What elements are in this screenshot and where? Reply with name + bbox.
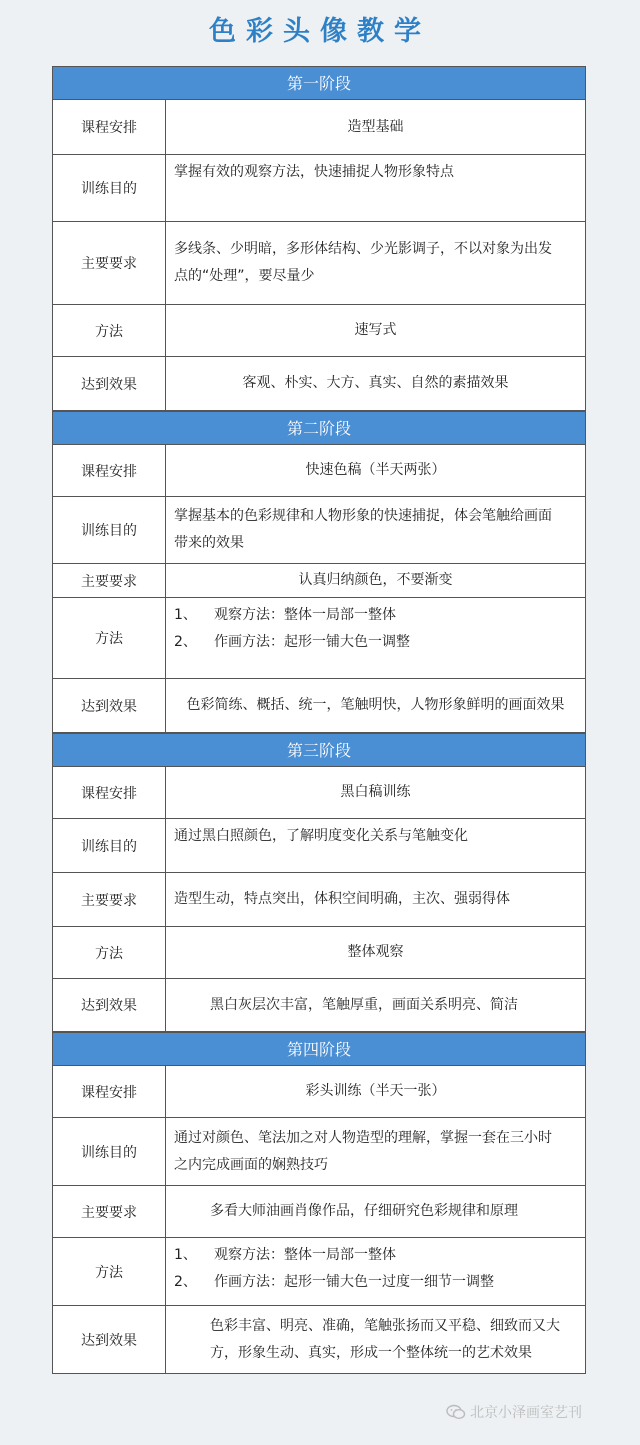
stage-1-method: 速写式 bbox=[354, 322, 397, 338]
row-label: 课程安排 bbox=[53, 1066, 166, 1117]
method-item bbox=[174, 1269, 577, 1296]
method-item bbox=[174, 1242, 577, 1269]
stage-1-goal-text: 掌握有效的观察方法，快速捕捉人物形象特点 bbox=[174, 164, 454, 180]
stage-3-require-row bbox=[53, 873, 585, 927]
stage-4-effect-line-1: 色彩丰富、明亮、准确，笔触张扬而又平稳、细致而又大 bbox=[210, 1317, 560, 1334]
stage-2-require-row bbox=[53, 564, 585, 598]
stage-2-course: 快速色稿（半天两张） bbox=[305, 462, 446, 478]
stage-3-method: 整体观察 bbox=[347, 944, 404, 960]
stage-4-require-row bbox=[53, 1186, 585, 1238]
row-label: 训练目的 bbox=[53, 1118, 166, 1185]
stage-3-course: 黑白稿训练 bbox=[340, 784, 411, 800]
stage-1-goal-row bbox=[53, 155, 585, 222]
row-label: 方法 bbox=[53, 927, 166, 978]
stage-4-effect-line-2: 方，形象生动、真实，形成一个整体统一的艺术效果 bbox=[210, 1344, 532, 1361]
stage-3-course-row bbox=[53, 767, 585, 819]
wechat-icon bbox=[446, 1404, 466, 1420]
row-label: 方法 bbox=[53, 1238, 166, 1305]
stage-3-goal-row bbox=[53, 819, 585, 873]
stage-1-course-row bbox=[53, 100, 585, 155]
row-label: 达到效果 bbox=[53, 357, 166, 410]
row-label: 方法 bbox=[53, 305, 166, 356]
stage-2-method bbox=[166, 598, 585, 678]
row-label: 训练目的 bbox=[53, 155, 166, 221]
row-label: 课程安排 bbox=[53, 445, 166, 496]
stage-3-effect bbox=[166, 979, 585, 1031]
stage-1-course: 造型基础 bbox=[347, 118, 404, 135]
stage-2-course-row bbox=[53, 445, 585, 497]
stage-1-require-line-1: 多线条、少明暗，多形体结构、少光影调子，不以对象为出发 bbox=[174, 241, 552, 257]
method-item-text: 作画方法：起形一铺大色一调整 bbox=[214, 634, 410, 650]
stage-4-goal-line-1: 通过对颜色、笔法加之对人物造型的理解，掌握一套在三小时 bbox=[174, 1129, 552, 1146]
row-label: 训练目的 bbox=[53, 819, 166, 872]
method-item-text: 作画方法：起形一铺大色一过度一细节一调整 bbox=[214, 1274, 494, 1290]
stage-3-method-row bbox=[53, 927, 585, 979]
stage-3-require-text: 造型生动，特点突出，体积空间明确，主次、强弱得体 bbox=[174, 891, 510, 907]
row-label: 达到效果 bbox=[53, 679, 166, 732]
watermark-text: 北京小泽画室艺刊 bbox=[470, 1405, 582, 1421]
stage-3-effect-text: 黑白灰层次丰富，笔触厚重，画面关系明亮、简洁 bbox=[210, 996, 518, 1013]
stage-1-effect: 客观、朴实、大方、真实、自然的素描效果 bbox=[242, 375, 509, 391]
stage-1-require-line-2: 点的“处理”，要尽量少 bbox=[174, 268, 315, 284]
stage-2-goal bbox=[166, 497, 585, 563]
method-item-num: 1、 bbox=[174, 1247, 197, 1263]
stage-2-goal-line-1: 掌握基本的色彩规律和人物形象的快速捕捉，体会笔触给画面 bbox=[174, 508, 552, 524]
stage-2-goal-line-2: 带来的效果 bbox=[174, 535, 244, 551]
row-label: 课程安排 bbox=[53, 100, 166, 154]
stage-1-effect-row bbox=[53, 357, 585, 411]
row-label: 训练目的 bbox=[53, 497, 166, 563]
method-item-num: 1、 bbox=[174, 607, 197, 623]
stage-3-goal-text: 通过黑白照颜色，了解明度变化关系与笔触变化 bbox=[174, 828, 468, 844]
stage-1-method-row bbox=[53, 305, 585, 357]
stage-2-header: 第二阶段 bbox=[53, 411, 585, 445]
stage-4-header: 第四阶段 bbox=[53, 1032, 585, 1066]
row-label: 课程安排 bbox=[53, 767, 166, 818]
page-title: 色彩头像教学 bbox=[209, 16, 431, 47]
stage-4-course-row bbox=[53, 1066, 585, 1118]
stage-1-require-row bbox=[53, 222, 585, 305]
stage-4-goal bbox=[166, 1118, 585, 1185]
stage-4-require-text: 多看大师油画肖像作品，仔细研究色彩规律和原理 bbox=[210, 1203, 518, 1219]
stage-2-effect-row bbox=[53, 679, 585, 733]
stage-2-require: 认真归纳颜色，不要渐变 bbox=[298, 572, 453, 588]
course-table bbox=[52, 66, 586, 1374]
method-item bbox=[174, 629, 577, 656]
stage-3-goal bbox=[166, 819, 585, 872]
stage-3-header: 第三阶段 bbox=[53, 733, 585, 767]
stage-4-goal-row bbox=[53, 1118, 585, 1186]
stage-1-header: 第一阶段 bbox=[53, 66, 585, 100]
stage-4-require bbox=[166, 1186, 585, 1237]
stage-4-effect-row bbox=[53, 1306, 585, 1374]
stage-1-require bbox=[166, 222, 585, 304]
row-label: 主要要求 bbox=[53, 873, 166, 926]
row-label: 方法 bbox=[53, 598, 166, 678]
row-label: 主要要求 bbox=[53, 1186, 166, 1237]
row-label: 达到效果 bbox=[53, 979, 166, 1031]
stage-3-require bbox=[166, 873, 585, 926]
stage-4-method bbox=[166, 1238, 585, 1305]
row-label: 达到效果 bbox=[53, 1306, 166, 1373]
row-label: 主要要求 bbox=[53, 564, 166, 597]
stage-1-goal bbox=[166, 155, 585, 221]
method-item bbox=[174, 602, 577, 629]
stage-3-effect-row bbox=[53, 979, 585, 1032]
row-label: 主要要求 bbox=[53, 222, 166, 304]
method-item-num: 2、 bbox=[174, 634, 197, 650]
stage-4-method-row bbox=[53, 1238, 585, 1306]
method-item-text: 观察方法：整体一局部一整体 bbox=[214, 1247, 396, 1263]
stage-2-method-row bbox=[53, 598, 585, 679]
method-item-text: 观察方法：整体一局部一整体 bbox=[214, 607, 396, 623]
stage-4-goal-line-2: 之内完成画面的娴熟技巧 bbox=[174, 1156, 328, 1173]
stage-2-effect: 色彩简练、概括、统一，笔触明快，人物形象鲜明的画面效果 bbox=[186, 697, 565, 713]
method-item-num: 2、 bbox=[174, 1274, 197, 1290]
watermark bbox=[446, 1402, 582, 1422]
stage-4-effect bbox=[166, 1306, 585, 1373]
stage-2-goal-row bbox=[53, 497, 585, 564]
stage-4-course: 彩头训练（半天一张） bbox=[305, 1083, 446, 1099]
